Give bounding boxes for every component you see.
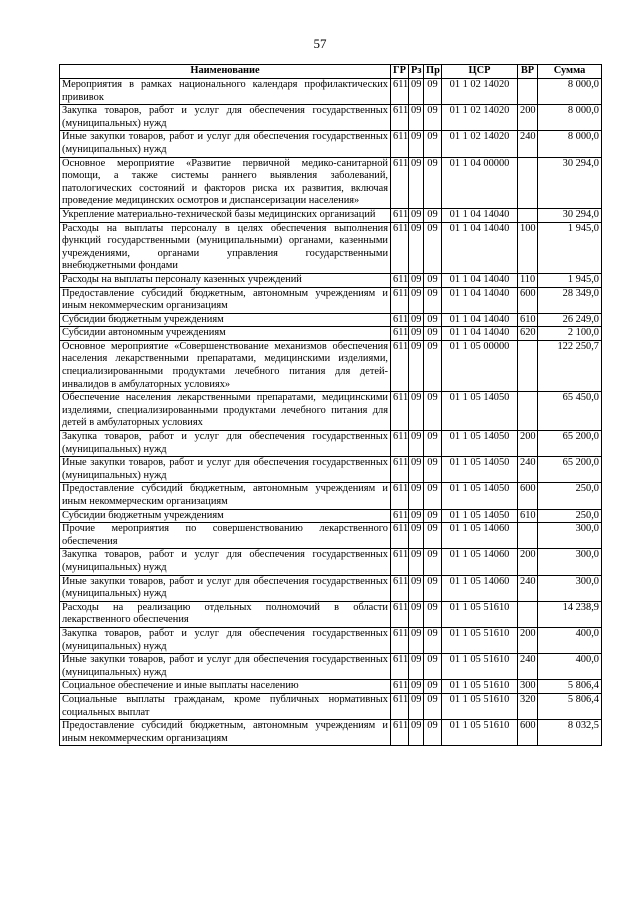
row-rz: 09 bbox=[409, 287, 424, 313]
row-vr: 240 bbox=[518, 575, 538, 601]
row-rz: 09 bbox=[409, 575, 424, 601]
row-vr: 300 bbox=[518, 680, 538, 694]
row-sum: 250,0 bbox=[538, 483, 602, 509]
row-name: Закупка товаров, работ и услуг для обеспечения государственных (муниципальных) нужд bbox=[60, 105, 391, 131]
row-csr: 01 1 05 51610 bbox=[442, 627, 518, 653]
row-vr: 600 bbox=[518, 287, 538, 313]
row-sum: 400,0 bbox=[538, 654, 602, 680]
row-gr: 611 bbox=[391, 79, 409, 105]
row-name: Предоставление субсидий бюджетным, автономным учреждениям и иным некоммерческим организациям bbox=[60, 720, 391, 746]
row-csr: 01 1 02 14020 bbox=[442, 105, 518, 131]
row-csr: 01 1 04 14040 bbox=[442, 313, 518, 327]
row-gr: 611 bbox=[391, 523, 409, 549]
row-pr: 09 bbox=[424, 680, 442, 694]
row-name: Основное мероприятие «Совершенствование механизмов обеспечения населения лекарственными препаратами, медицинскими изделиями, специализированными продуктами лечебного питания для детей-инвалидов в амбулаторных условиях» bbox=[60, 340, 391, 391]
row-vr: 240 bbox=[518, 654, 538, 680]
row-name: Закупка товаров, работ и услуг для обеспечения государственных (муниципальных) нужд bbox=[60, 431, 391, 457]
row-vr: 110 bbox=[518, 273, 538, 287]
row-gr: 611 bbox=[391, 549, 409, 575]
row-name: Расходы на реализацию отдельных полномочий в области лекарственного обеспечения bbox=[60, 601, 391, 627]
row-name: Расходы на выплаты персоналу в целях обеспечения выполнения функций государственными (муниципальными) органами, казенными учреждениями, органами управления государственными внебюджетными фондами bbox=[60, 222, 391, 273]
row-gr: 611 bbox=[391, 601, 409, 627]
table-row bbox=[60, 313, 602, 327]
row-gr: 611 bbox=[391, 654, 409, 680]
row-csr: 01 1 05 14060 bbox=[442, 575, 518, 601]
row-sum: 300,0 bbox=[538, 575, 602, 601]
row-name: Обеспечение населения лекарственными препаратами, медицинскими изделиями, специализированными продуктами лечебного питания для детей в амбулаторных условиях bbox=[60, 392, 391, 431]
row-csr: 01 1 04 14040 bbox=[442, 287, 518, 313]
row-vr: 610 bbox=[518, 313, 538, 327]
row-sum: 250,0 bbox=[538, 509, 602, 523]
row-name: Субсидии бюджетным учреждениям bbox=[60, 313, 391, 327]
table-row bbox=[60, 680, 602, 694]
table-row bbox=[60, 79, 602, 105]
row-rz: 09 bbox=[409, 313, 424, 327]
row-pr: 09 bbox=[424, 654, 442, 680]
table-row bbox=[60, 392, 602, 431]
row-sum: 14 238,9 bbox=[538, 601, 602, 627]
row-name: Расходы на выплаты персоналу казенных учреждений bbox=[60, 273, 391, 287]
table-row bbox=[60, 523, 602, 549]
row-pr: 09 bbox=[424, 105, 442, 131]
row-rz: 09 bbox=[409, 654, 424, 680]
row-name: Субсидии бюджетным учреждениям bbox=[60, 509, 391, 523]
row-vr bbox=[518, 340, 538, 391]
table-row bbox=[60, 509, 602, 523]
row-sum: 300,0 bbox=[538, 523, 602, 549]
header-vr: ВР bbox=[518, 65, 538, 79]
row-name: Укрепление материально-технической базы медицинских организаций bbox=[60, 208, 391, 222]
row-name: Предоставление субсидий бюджетным, автономным учреждениям и иным некоммерческим организациям bbox=[60, 287, 391, 313]
row-pr: 09 bbox=[424, 392, 442, 431]
table-row bbox=[60, 654, 602, 680]
row-sum: 65 450,0 bbox=[538, 392, 602, 431]
row-sum: 8 000,0 bbox=[538, 105, 602, 131]
row-rz: 09 bbox=[409, 680, 424, 694]
row-csr: 01 1 02 14020 bbox=[442, 79, 518, 105]
row-pr: 09 bbox=[424, 601, 442, 627]
row-vr: 100 bbox=[518, 222, 538, 273]
row-gr: 611 bbox=[391, 327, 409, 341]
row-name: Мероприятия в рамках национального календаря профилактических прививок bbox=[60, 79, 391, 105]
header-pr: Пр bbox=[424, 65, 442, 79]
row-rz: 09 bbox=[409, 392, 424, 431]
row-sum: 8 000,0 bbox=[538, 79, 602, 105]
row-rz: 09 bbox=[409, 431, 424, 457]
row-pr: 09 bbox=[424, 340, 442, 391]
row-rz: 09 bbox=[409, 79, 424, 105]
row-name: Предоставление субсидий бюджетным, автономным учреждениям и иным некоммерческим организациям bbox=[60, 483, 391, 509]
row-gr: 611 bbox=[391, 273, 409, 287]
row-vr: 200 bbox=[518, 431, 538, 457]
row-gr: 611 bbox=[391, 483, 409, 509]
table-row bbox=[60, 273, 602, 287]
row-rz: 09 bbox=[409, 340, 424, 391]
row-csr: 01 1 05 14060 bbox=[442, 549, 518, 575]
row-name: Закупка товаров, работ и услуг для обеспечения государственных (муниципальных) нужд bbox=[60, 549, 391, 575]
row-rz: 09 bbox=[409, 720, 424, 746]
row-gr: 611 bbox=[391, 575, 409, 601]
row-pr: 09 bbox=[424, 720, 442, 746]
row-gr: 611 bbox=[391, 693, 409, 719]
row-sum: 1 945,0 bbox=[538, 273, 602, 287]
row-pr: 09 bbox=[424, 523, 442, 549]
row-rz: 09 bbox=[409, 208, 424, 222]
row-gr: 611 bbox=[391, 431, 409, 457]
row-gr: 611 bbox=[391, 105, 409, 131]
row-csr: 01 1 05 51610 bbox=[442, 680, 518, 694]
row-csr: 01 1 05 14050 bbox=[442, 431, 518, 457]
row-sum: 5 806,4 bbox=[538, 693, 602, 719]
row-csr: 01 1 04 14040 bbox=[442, 222, 518, 273]
row-vr: 240 bbox=[518, 457, 538, 483]
row-rz: 09 bbox=[409, 601, 424, 627]
row-csr: 01 1 05 14050 bbox=[442, 457, 518, 483]
row-sum: 122 250,7 bbox=[538, 340, 602, 391]
header-name: Наименование bbox=[60, 65, 391, 79]
row-sum: 8 032,5 bbox=[538, 720, 602, 746]
row-gr: 611 bbox=[391, 131, 409, 157]
header-csr: ЦСР bbox=[442, 65, 518, 79]
row-name: Социальные выплаты гражданам, кроме публичных нормативных социальных выплат bbox=[60, 693, 391, 719]
row-rz: 09 bbox=[409, 627, 424, 653]
row-rz: 09 bbox=[409, 483, 424, 509]
row-name: Иные закупки товаров, работ и услуг для обеспечения государственных (муниципальных) нужд bbox=[60, 457, 391, 483]
row-gr: 611 bbox=[391, 509, 409, 523]
row-vr: 200 bbox=[518, 549, 538, 575]
row-vr bbox=[518, 157, 538, 208]
row-vr bbox=[518, 79, 538, 105]
page-number: 57 bbox=[313, 36, 327, 51]
row-sum: 30 294,0 bbox=[538, 157, 602, 208]
table-row bbox=[60, 287, 602, 313]
row-csr: 01 1 04 14040 bbox=[442, 327, 518, 341]
row-vr bbox=[518, 208, 538, 222]
row-pr: 09 bbox=[424, 157, 442, 208]
row-pr: 09 bbox=[424, 287, 442, 313]
row-csr: 01 1 05 51610 bbox=[442, 601, 518, 627]
table-row bbox=[60, 105, 602, 131]
row-sum: 65 200,0 bbox=[538, 457, 602, 483]
row-sum: 1 945,0 bbox=[538, 222, 602, 273]
table-row bbox=[60, 627, 602, 653]
row-vr: 600 bbox=[518, 483, 538, 509]
row-rz: 09 bbox=[409, 549, 424, 575]
row-csr: 01 1 05 51610 bbox=[442, 654, 518, 680]
table-row bbox=[60, 131, 602, 157]
row-csr: 01 1 05 51610 bbox=[442, 693, 518, 719]
row-pr: 09 bbox=[424, 457, 442, 483]
row-rz: 09 bbox=[409, 105, 424, 131]
row-rz: 09 bbox=[409, 327, 424, 341]
row-gr: 611 bbox=[391, 457, 409, 483]
table-row bbox=[60, 222, 602, 273]
row-gr: 611 bbox=[391, 680, 409, 694]
row-rz: 09 bbox=[409, 273, 424, 287]
row-gr: 611 bbox=[391, 157, 409, 208]
row-pr: 09 bbox=[424, 273, 442, 287]
row-csr: 01 1 05 14050 bbox=[442, 483, 518, 509]
row-csr: 01 1 05 14060 bbox=[442, 523, 518, 549]
row-csr: 01 1 04 14040 bbox=[442, 273, 518, 287]
table-row bbox=[60, 208, 602, 222]
row-csr: 01 1 04 00000 bbox=[442, 157, 518, 208]
row-pr: 09 bbox=[424, 327, 442, 341]
row-name: Иные закупки товаров, работ и услуг для обеспечения государственных (муниципальных) нужд bbox=[60, 575, 391, 601]
row-pr: 09 bbox=[424, 627, 442, 653]
row-sum: 28 349,0 bbox=[538, 287, 602, 313]
row-pr: 09 bbox=[424, 431, 442, 457]
row-sum: 5 806,4 bbox=[538, 680, 602, 694]
row-csr: 01 1 02 14020 bbox=[442, 131, 518, 157]
row-csr: 01 1 05 00000 bbox=[442, 340, 518, 391]
table-row bbox=[60, 431, 602, 457]
row-vr: 610 bbox=[518, 509, 538, 523]
row-sum: 65 200,0 bbox=[538, 431, 602, 457]
row-rz: 09 bbox=[409, 157, 424, 208]
row-sum: 300,0 bbox=[538, 549, 602, 575]
row-csr: 01 1 04 14040 bbox=[442, 208, 518, 222]
table-row bbox=[60, 720, 602, 746]
row-name: Иные закупки товаров, работ и услуг для обеспечения государственных (муниципальных) нужд bbox=[60, 654, 391, 680]
row-gr: 611 bbox=[391, 720, 409, 746]
table-row bbox=[60, 340, 602, 391]
row-name: Субсидии автономным учреждениям bbox=[60, 327, 391, 341]
table-row bbox=[60, 327, 602, 341]
row-name: Социальное обеспечение и иные выплаты населению bbox=[60, 680, 391, 694]
row-vr bbox=[518, 601, 538, 627]
row-csr: 01 1 05 51610 bbox=[442, 720, 518, 746]
row-pr: 09 bbox=[424, 79, 442, 105]
row-sum: 26 249,0 bbox=[538, 313, 602, 327]
row-name: Закупка товаров, работ и услуг для обеспечения государственных (муниципальных) нужд bbox=[60, 627, 391, 653]
row-csr: 01 1 05 14050 bbox=[442, 509, 518, 523]
row-pr: 09 bbox=[424, 693, 442, 719]
row-gr: 611 bbox=[391, 392, 409, 431]
row-vr: 240 bbox=[518, 131, 538, 157]
row-sum: 30 294,0 bbox=[538, 208, 602, 222]
row-rz: 09 bbox=[409, 222, 424, 273]
row-gr: 611 bbox=[391, 627, 409, 653]
row-vr bbox=[518, 523, 538, 549]
table-row bbox=[60, 457, 602, 483]
row-vr: 200 bbox=[518, 627, 538, 653]
table-row bbox=[60, 575, 602, 601]
row-sum: 2 100,0 bbox=[538, 327, 602, 341]
row-rz: 09 bbox=[409, 131, 424, 157]
row-sum: 8 000,0 bbox=[538, 131, 602, 157]
row-pr: 09 bbox=[424, 483, 442, 509]
row-vr: 200 bbox=[518, 105, 538, 131]
table-row bbox=[60, 601, 602, 627]
table-row bbox=[60, 693, 602, 719]
row-rz: 09 bbox=[409, 523, 424, 549]
row-gr: 611 bbox=[391, 222, 409, 273]
row-pr: 09 bbox=[424, 509, 442, 523]
row-vr: 620 bbox=[518, 327, 538, 341]
row-pr: 09 bbox=[424, 575, 442, 601]
header-sum: Сумма bbox=[538, 65, 602, 79]
table-row bbox=[60, 549, 602, 575]
table-row bbox=[60, 157, 602, 208]
row-gr: 611 bbox=[391, 208, 409, 222]
row-sum: 400,0 bbox=[538, 627, 602, 653]
row-name: Иные закупки товаров, работ и услуг для обеспечения государственных (муниципальных) нужд bbox=[60, 131, 391, 157]
row-rz: 09 bbox=[409, 457, 424, 483]
header-row bbox=[60, 65, 602, 79]
row-rz: 09 bbox=[409, 693, 424, 719]
row-name: Прочие мероприятия по совершенствованию лекарственного обеспечения bbox=[60, 523, 391, 549]
row-name: Основное мероприятие «Развитие первичной медико-санитарной помощи, а также системы раннего выявления заболеваний, патологических состояний и факторов риска их развития, включая проведение медицинских осмотров и диспансеризации населения» bbox=[60, 157, 391, 208]
row-pr: 09 bbox=[424, 208, 442, 222]
row-gr: 611 bbox=[391, 340, 409, 391]
budget-table bbox=[59, 64, 602, 746]
row-csr: 01 1 05 14050 bbox=[442, 392, 518, 431]
row-gr: 611 bbox=[391, 287, 409, 313]
header-rz: Рз bbox=[409, 65, 424, 79]
header-gr: ГР bbox=[391, 65, 409, 79]
row-vr bbox=[518, 392, 538, 431]
row-pr: 09 bbox=[424, 131, 442, 157]
row-rz: 09 bbox=[409, 509, 424, 523]
row-pr: 09 bbox=[424, 549, 442, 575]
row-vr: 320 bbox=[518, 693, 538, 719]
row-pr: 09 bbox=[424, 222, 442, 273]
row-vr: 600 bbox=[518, 720, 538, 746]
row-gr: 611 bbox=[391, 313, 409, 327]
row-pr: 09 bbox=[424, 313, 442, 327]
table-row bbox=[60, 483, 602, 509]
